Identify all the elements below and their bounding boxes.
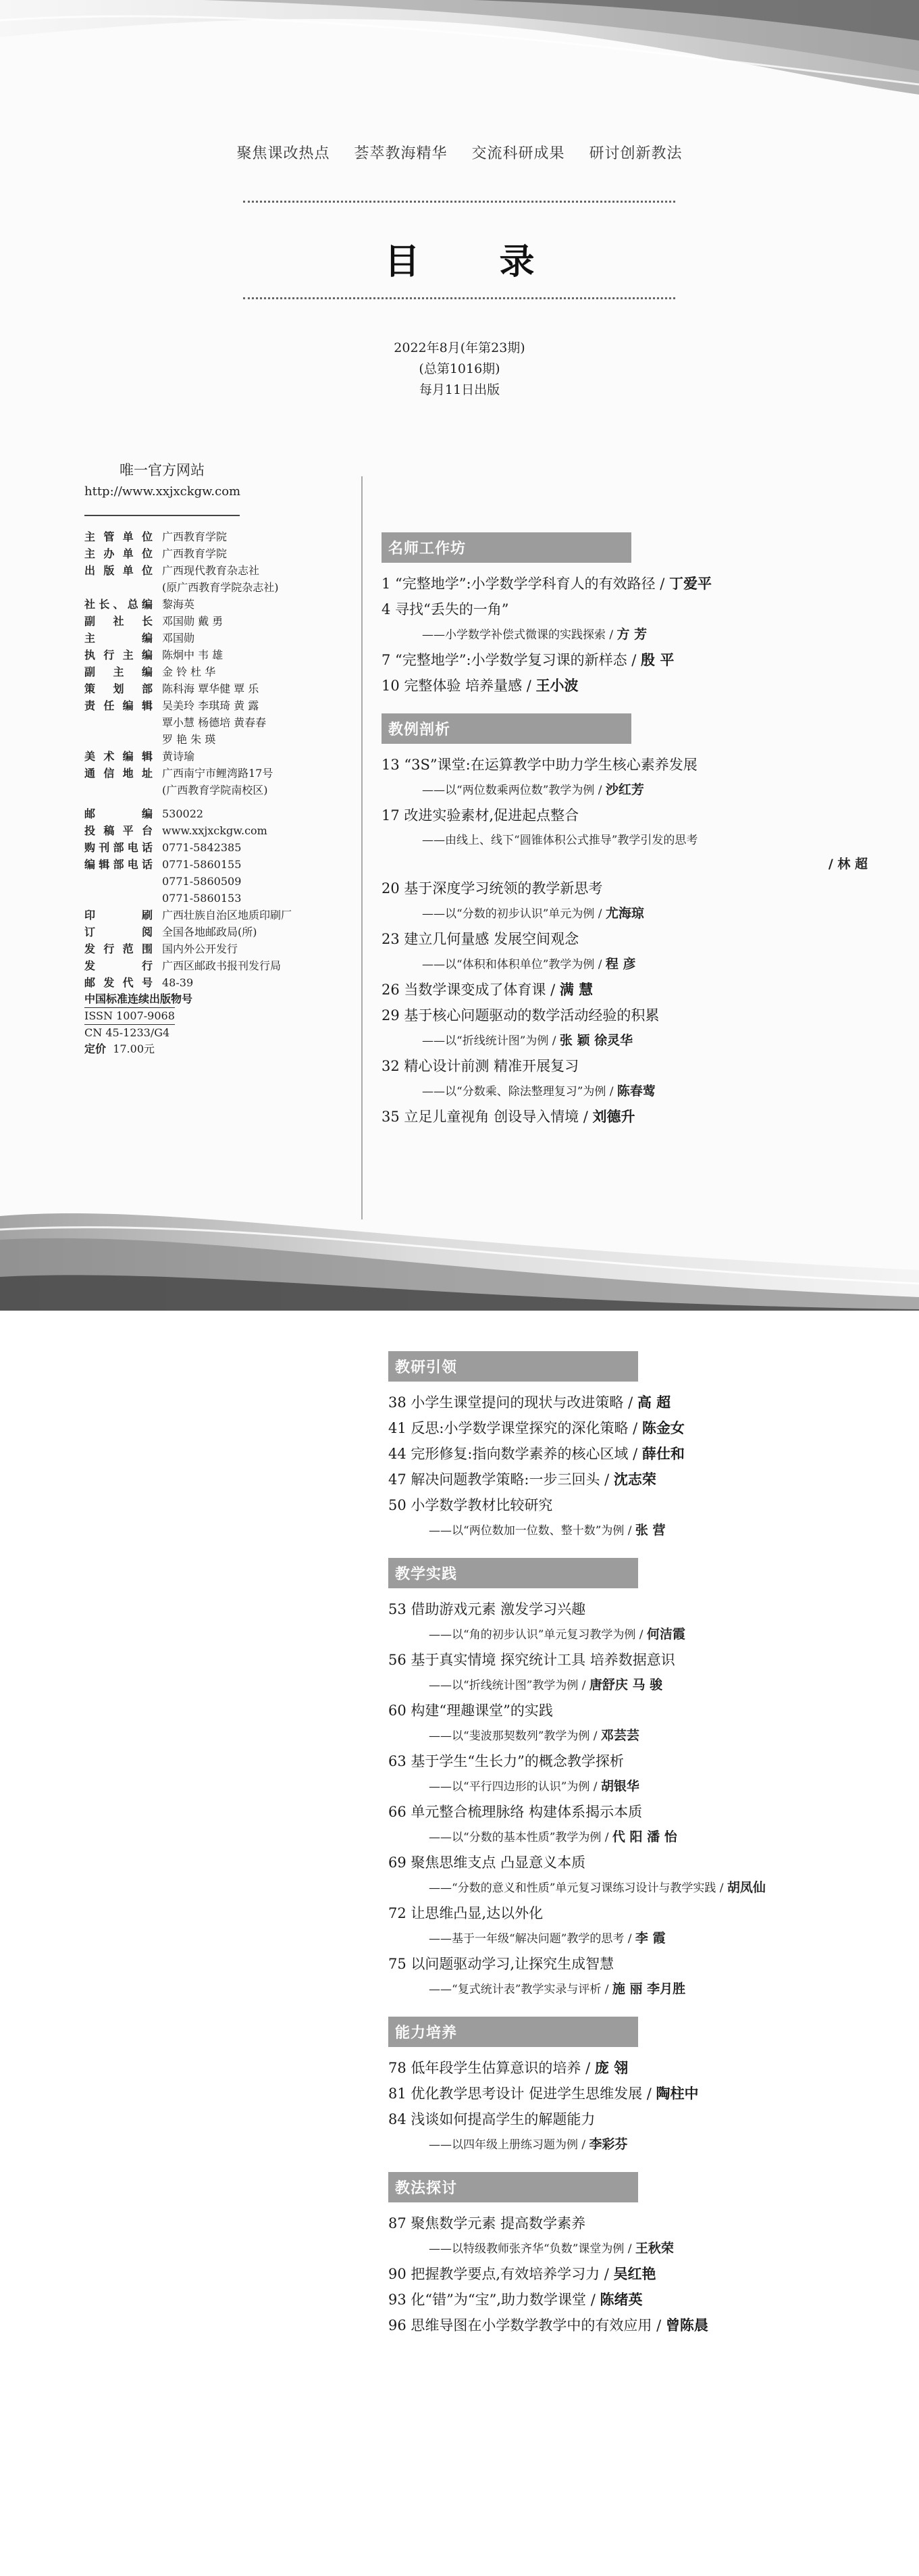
entry-title: 60 构建“理趣课堂”的实践 bbox=[388, 1702, 553, 1719]
issn-number: ISSN 1007-9068 bbox=[84, 1007, 175, 1025]
toc-entry[interactable] bbox=[382, 1053, 874, 1079]
entry-author: 尤海琼 bbox=[605, 906, 644, 921]
masthead-value: 0771-5842385 bbox=[162, 841, 242, 854]
masthead-row bbox=[84, 805, 355, 822]
masthead-label: 社长、总编 bbox=[84, 598, 153, 611]
masthead-label: 发行范围 bbox=[84, 942, 153, 955]
masthead-value: (广西教育学院南校区) bbox=[162, 784, 268, 797]
toc-entry[interactable] bbox=[388, 1748, 881, 1774]
column-divider bbox=[361, 476, 363, 1219]
masthead-value: 国内外公开发行 bbox=[162, 942, 238, 955]
entry-title: ——由线上、线下“圆锥体积公式推导”教学引发的思考 bbox=[422, 834, 698, 847]
toc-entry[interactable] bbox=[382, 876, 874, 901]
masthead-row bbox=[84, 528, 355, 545]
masthead-label: 邮发代号 bbox=[84, 976, 153, 989]
masthead-rule bbox=[84, 515, 240, 516]
toc-entry[interactable] bbox=[388, 1596, 881, 1622]
toc-subtitle[interactable] bbox=[388, 1622, 881, 1647]
masthead-label bbox=[84, 890, 162, 907]
entry-title: ——以“两位数乘两位数”教学为例 / bbox=[422, 784, 606, 797]
masthead-value: 吴美玲 李琪琦 黄 露 bbox=[162, 699, 259, 712]
section-heading: 教学实践 bbox=[388, 1558, 638, 1588]
entry-title: ——基于一年级“解决问题”教学的思考 / bbox=[429, 1932, 635, 1946]
masthead-value: 广西教育学院 bbox=[162, 547, 228, 560]
masthead-value: 广西壮族自治区地质印刷厂 bbox=[162, 909, 292, 921]
masthead-label bbox=[84, 731, 162, 748]
masthead-label: 责任编辑 bbox=[84, 699, 153, 712]
entry-title: 38 小学生课堂提问的现状与改进策略 / bbox=[388, 1394, 637, 1411]
issue-info bbox=[0, 338, 919, 401]
masthead-value: 金 铃 杜 华 bbox=[162, 665, 216, 678]
entry-author: 沈志荣 bbox=[613, 1471, 656, 1488]
entry-title: ——以“斐波那契数列”教学为例 / bbox=[429, 1729, 601, 1743]
masthead-row bbox=[84, 680, 355, 697]
entry-title: ——小学数学补偿式微课的实践探索 / bbox=[422, 628, 617, 642]
masthead-value: 陈炯中 韦 雄 bbox=[162, 649, 224, 661]
toc-subtitle[interactable] bbox=[382, 778, 874, 803]
toc-entry[interactable] bbox=[388, 1799, 881, 1825]
toc-subtitle[interactable] bbox=[388, 2132, 881, 2157]
masthead-row bbox=[84, 873, 355, 890]
masthead-value: 覃小慧 杨德培 黄春春 bbox=[162, 716, 267, 729]
entry-title: 96 思维导图在小学数学教学中的有效应用 / bbox=[388, 2317, 666, 2333]
masthead-value: 罗 艳 朱 瑛 bbox=[162, 733, 216, 746]
masthead-row bbox=[84, 856, 355, 873]
masthead-row bbox=[84, 890, 355, 907]
toc-entry[interactable] bbox=[388, 1850, 881, 1875]
toc-entry[interactable] bbox=[388, 1441, 881, 1467]
entry-title: ——以“角的初步认识”单元复习教学为例 / bbox=[429, 1628, 647, 1642]
masthead-row bbox=[84, 924, 355, 940]
entry-author: 王秋荣 bbox=[635, 2241, 674, 2256]
entry-title: ——以“两位数加一位数、整十数”为例 / bbox=[429, 1524, 635, 1538]
entry-title: 7 “完整地学”:小学数学复习课的新样态 / bbox=[382, 652, 641, 668]
toc-entry[interactable] bbox=[388, 2211, 881, 2236]
entry-title: ——以“平行四边形的认识”为例 / bbox=[429, 1780, 601, 1794]
entry-title: ——“分数的意义和性质”单元复习课练习设计与教学实践 / bbox=[429, 1882, 727, 1895]
toc-entry[interactable] bbox=[388, 2081, 881, 2106]
entry-title: 32 精心设计前测 精准开展复习 bbox=[382, 1058, 579, 1074]
toc-section bbox=[388, 2172, 881, 2338]
masthead-label bbox=[84, 579, 162, 596]
masthead-value: 邓国勋 bbox=[162, 632, 195, 645]
entry-author: 张 营 bbox=[635, 1523, 666, 1538]
entry-author: 吴红艳 bbox=[613, 2266, 656, 2282]
masthead-list bbox=[84, 528, 355, 799]
entry-author: 陈金女 bbox=[641, 1420, 685, 1436]
masthead-value: 邓国勋 戴 勇 bbox=[162, 615, 224, 628]
entry-author: 代 阳 潘 怡 bbox=[612, 1829, 677, 1844]
entry-title: 26 当数学课变成了体育课 / bbox=[382, 982, 560, 998]
masthead-label: 策划部 bbox=[84, 682, 153, 695]
entry-title: 87 聚焦数学元素 提高数学素养 bbox=[388, 2215, 586, 2231]
entry-title: ——“复式统计表”教学实录与评析 / bbox=[429, 1983, 612, 1996]
masthead-row bbox=[84, 562, 355, 579]
publish-info-list bbox=[84, 805, 355, 991]
entry-author: 方 芳 bbox=[616, 627, 648, 642]
masthead-value: 陈科海 覃华健 覃 乐 bbox=[162, 682, 259, 695]
toc-subtitle[interactable] bbox=[388, 1926, 881, 1951]
masthead-label: 执行主编 bbox=[84, 649, 153, 661]
entry-title: 35 立足儿童视角 创设导入情境 / bbox=[382, 1109, 593, 1125]
entry-title: 4 寻找“丢失的一角” bbox=[382, 601, 509, 617]
masthead-label: 投稿平台 bbox=[84, 824, 153, 837]
tagline-item: 研讨创新教法 bbox=[589, 145, 683, 162]
toc-subtitle[interactable] bbox=[388, 1825, 881, 1850]
toc-column-1 bbox=[382, 532, 874, 1140]
price-value: 17.00元 bbox=[113, 1042, 155, 1055]
bottom-wave-decoration bbox=[0, 1203, 919, 1311]
masthead-label: 发行 bbox=[84, 959, 153, 972]
masthead-value: 0771-5860509 bbox=[162, 875, 242, 888]
toc-entry[interactable] bbox=[388, 1492, 881, 1518]
toc-entry[interactable] bbox=[382, 673, 874, 699]
entry-author: 曾陈晨 bbox=[665, 2317, 708, 2333]
masthead-row bbox=[84, 748, 355, 765]
entry-title: 56 基于真实情境 探究统计工具 培养数据意识 bbox=[388, 1652, 675, 1668]
masthead-row bbox=[84, 630, 355, 647]
entry-title: ——以“折线统计图”为例 / bbox=[422, 1034, 560, 1048]
masthead-label: 购刊部电话 bbox=[84, 841, 153, 854]
masthead-value: www.xxjxckgw.com bbox=[162, 824, 267, 837]
entry-title: 81 优化教学思考设计 促进学生思维发展 / bbox=[388, 2086, 656, 2102]
toc-section bbox=[382, 532, 874, 699]
entry-author: 陈春莺 bbox=[616, 1084, 656, 1098]
masthead-value: 全国各地邮政局(所) bbox=[162, 926, 257, 938]
masthead-row bbox=[84, 613, 355, 630]
toc-subtitle[interactable] bbox=[388, 1723, 881, 1748]
masthead-row bbox=[84, 957, 355, 974]
entry-title: 20 基于深度学习统领的教学新思考 bbox=[382, 880, 603, 896]
entry-author: 丁爱平 bbox=[669, 576, 712, 592]
entry-author: 李彩芬 bbox=[589, 2137, 628, 2152]
entry-title: 93 化“错”为“宝”,助力数学课堂 / bbox=[388, 2292, 600, 2308]
entry-author: 何洁霞 bbox=[646, 1627, 685, 1642]
toc-entry[interactable] bbox=[388, 1467, 881, 1492]
masthead-value: 0771-5860155 bbox=[162, 858, 242, 871]
masthead-label: 副社长 bbox=[84, 615, 153, 628]
masthead-row bbox=[84, 647, 355, 663]
entry-title: ——以四年级上册练习题为例 / bbox=[429, 2138, 589, 2152]
dotted-divider bbox=[243, 297, 675, 299]
dotted-divider bbox=[243, 201, 675, 203]
toc-entry[interactable] bbox=[388, 1415, 881, 1441]
entry-title: 1 “完整地学”:小学数学学科育人的有效路径 / bbox=[382, 576, 670, 592]
entry-title: ——以“折线统计图”教学为例 / bbox=[429, 1679, 589, 1692]
entry-author: 殷 平 bbox=[641, 652, 675, 668]
entry-title: 10 完整体验 培养量感 / bbox=[382, 678, 536, 694]
toc-subtitle[interactable] bbox=[388, 1673, 881, 1698]
top-wave-decoration bbox=[0, 0, 919, 101]
masthead-row bbox=[84, 545, 355, 562]
masthead-value: 48-39 bbox=[162, 976, 194, 989]
masthead-label bbox=[84, 782, 162, 799]
toc-section bbox=[382, 713, 874, 1130]
masthead-row bbox=[84, 663, 355, 680]
masthead-row bbox=[84, 839, 355, 856]
toc-subtitle[interactable] bbox=[382, 828, 874, 853]
toc-entry[interactable] bbox=[388, 2287, 881, 2313]
toc-subtitle[interactable] bbox=[382, 952, 874, 977]
entry-author: 李 霞 bbox=[635, 1931, 666, 1946]
entry-title: 78 低年段学生估算意识的培养 / bbox=[388, 2060, 595, 2076]
section-heading: 能力培养 bbox=[388, 2017, 638, 2047]
toc-entry[interactable] bbox=[382, 752, 874, 778]
toc-subtitle[interactable] bbox=[382, 622, 874, 647]
toc-subtitle[interactable] bbox=[382, 1028, 874, 1053]
toc-subtitle[interactable] bbox=[388, 1875, 881, 1900]
toc-entry[interactable] bbox=[388, 1647, 881, 1673]
toc-subtitle[interactable] bbox=[388, 1518, 881, 1543]
toc-subtitle[interactable] bbox=[388, 2236, 881, 2261]
masthead-row bbox=[84, 940, 355, 957]
entry-author: 王小波 bbox=[535, 678, 579, 694]
toc-entry[interactable] bbox=[388, 2055, 881, 2081]
masthead-label: 美术编辑 bbox=[84, 750, 153, 763]
serial-heading: 中国标准连续出版物号 bbox=[84, 992, 193, 1005]
entry-author: 唐舒庆 马 骏 bbox=[589, 1677, 663, 1692]
entry-author: 张 颖 徐灵华 bbox=[559, 1033, 633, 1048]
toc-entry[interactable] bbox=[382, 803, 874, 828]
entry-title: ——以特级教师张齐华“负数”课堂为例 / bbox=[429, 2242, 635, 2256]
masthead-value: 黄诗瑜 bbox=[162, 750, 195, 763]
masthead-label: 编辑部电话 bbox=[84, 858, 153, 871]
entry-title: ——以“分数的初步认识”单元为例 / bbox=[422, 907, 606, 921]
entry-title: 41 反思:小学数学课堂探究的深化策略 / bbox=[388, 1420, 642, 1436]
section-heading: 教法探讨 bbox=[388, 2172, 638, 2202]
toc-entry[interactable] bbox=[382, 597, 874, 622]
entry-author: 高 超 bbox=[637, 1394, 671, 1411]
masthead-label: 邮编 bbox=[84, 807, 153, 820]
cn-number: CN 45-1233/G4 bbox=[84, 1026, 170, 1039]
masthead-row bbox=[84, 731, 355, 748]
toc-entry[interactable] bbox=[388, 1390, 881, 1415]
toc-entry[interactable] bbox=[382, 571, 874, 597]
toc-entry[interactable] bbox=[388, 1951, 881, 1977]
toc-section bbox=[388, 1351, 881, 1543]
masthead-value: 广西区邮政书报刊发行局 bbox=[162, 959, 282, 972]
entry-title: 23 建立几何量感 发展空间观念 bbox=[382, 931, 579, 947]
toc-column-2 bbox=[388, 1351, 881, 2349]
masthead-row bbox=[84, 907, 355, 924]
masthead-row bbox=[84, 714, 355, 731]
toc-section bbox=[388, 2017, 881, 2157]
toc-entry[interactable] bbox=[382, 1104, 874, 1130]
masthead-value: 0771-5860153 bbox=[162, 892, 242, 905]
page-title: 目 录 bbox=[384, 241, 569, 282]
masthead-column bbox=[84, 459, 355, 1057]
tagline-item: 荟萃教海精华 bbox=[354, 145, 448, 162]
toc-section bbox=[388, 1558, 881, 2002]
entry-author: 施 丽 李月胜 bbox=[612, 1981, 686, 1996]
entry-title: ——以“分数乘、除法整理复习”为例 / bbox=[422, 1085, 617, 1098]
masthead-label: 订阅 bbox=[84, 926, 153, 938]
masthead-row bbox=[84, 579, 355, 596]
official-site-label: 唯一官方网站 bbox=[120, 462, 205, 478]
masthead-label: 主管单位 bbox=[84, 530, 153, 543]
entry-title: 29 基于核心问题驱动的数学活动经验的积累 bbox=[382, 1007, 660, 1024]
toc-page-2 bbox=[0, 1311, 919, 2576]
toc-subtitle[interactable] bbox=[388, 1774, 881, 1799]
masthead-row bbox=[84, 697, 355, 714]
masthead-label: 出版单位 bbox=[84, 564, 153, 577]
issue-schedule: 每月11日出版 bbox=[419, 382, 500, 397]
toc-entry[interactable] bbox=[388, 2261, 881, 2287]
masthead-label bbox=[84, 873, 162, 890]
tagline-item: 聚焦课改热点 bbox=[236, 145, 330, 162]
masthead-label bbox=[84, 714, 162, 731]
entry-title: 44 完形修复:指向数学素养的核心区域 / bbox=[388, 1446, 642, 1462]
masthead-value: 广西教育学院 bbox=[162, 530, 228, 543]
entry-title: 69 聚焦思维支点 凸显意义本质 bbox=[388, 1854, 586, 1871]
entry-author: 程 彦 bbox=[605, 957, 636, 971]
official-site bbox=[84, 459, 240, 503]
entry-title: 90 把握教学要点,有效培养学习力 / bbox=[388, 2266, 614, 2282]
entry-title: 66 单元整合梳理脉络 构建体系揭示本质 bbox=[388, 1804, 643, 1820]
masthead-value: (原广西教育学院杂志社) bbox=[162, 581, 279, 594]
toc-subtitle[interactable] bbox=[382, 1079, 874, 1104]
entry-title: 75 以问题驱动学习,让探究生成智慧 bbox=[388, 1956, 614, 1972]
entry-title: 17 改进实验素材,促进起点整合 bbox=[382, 807, 579, 824]
toc-entry[interactable] bbox=[388, 1698, 881, 1723]
toc-entry[interactable] bbox=[382, 977, 874, 1003]
entry-title: 13 “3S”课堂:在运算教学中助力学生核心素养发展 bbox=[382, 757, 698, 773]
entry-title: 63 基于学生“生长力”的概念教学探析 bbox=[388, 1753, 624, 1769]
entry-author: 胡凤仙 bbox=[727, 1880, 766, 1895]
entry-title: ——以“分数的基本性质”教学为例 / bbox=[429, 1831, 612, 1844]
official-site-url[interactable]: http://www.xxjxckgw.com bbox=[84, 484, 241, 499]
serial-number-block bbox=[84, 991, 355, 1057]
entry-title: 84 浅谈如何提高学生的解题能力 bbox=[388, 2111, 596, 2127]
masthead-row bbox=[84, 822, 355, 839]
masthead-label: 印刷 bbox=[84, 909, 153, 921]
masthead-label: 主编 bbox=[84, 632, 153, 645]
toc-subtitle[interactable] bbox=[382, 901, 874, 926]
toc-entry[interactable] bbox=[388, 2313, 881, 2338]
masthead-row bbox=[84, 974, 355, 991]
entry-author: 邓芸芸 bbox=[600, 1728, 639, 1743]
toc-entry[interactable] bbox=[382, 853, 874, 876]
entry-author: 沙红芳 bbox=[605, 782, 644, 797]
entry-author: 林 超 bbox=[837, 857, 868, 872]
masthead-value: 530022 bbox=[162, 807, 204, 820]
price-label: 定价 bbox=[84, 1042, 107, 1055]
entry-title: 72 让思维凸显,达以外化 bbox=[388, 1905, 544, 1921]
toc-entry[interactable] bbox=[388, 2106, 881, 2132]
entry-title: 50 小学数学教材比较研究 bbox=[388, 1497, 553, 1513]
toc-entry[interactable] bbox=[382, 1003, 874, 1028]
masthead-row bbox=[84, 765, 355, 782]
masthead-value: 黎海英 bbox=[162, 598, 195, 611]
entry-title: 53 借助游戏元素 激发学习兴趣 bbox=[388, 1601, 586, 1617]
masthead-value: 广西现代教育杂志社 bbox=[162, 564, 260, 577]
section-heading: 教研引领 bbox=[388, 1351, 638, 1382]
entry-title: ——以“体积和体积单位”教学为例 / bbox=[422, 958, 606, 971]
entry-author: 庞 翎 bbox=[594, 2060, 629, 2076]
toc-entry[interactable] bbox=[388, 1900, 881, 1926]
issue-total: (总第1016期) bbox=[419, 361, 500, 376]
entry-author: 薛仕和 bbox=[641, 1446, 685, 1462]
toc-subtitle[interactable] bbox=[388, 1977, 881, 2002]
tagline bbox=[0, 142, 919, 163]
masthead-value: 广西南宁市鲤湾路17号 bbox=[162, 767, 273, 780]
entry-author: 胡银华 bbox=[600, 1779, 639, 1794]
masthead-row bbox=[84, 782, 355, 799]
toc-entry[interactable] bbox=[382, 926, 874, 952]
issue-date: 2022年8月(年第23期) bbox=[394, 340, 525, 355]
masthead-label: 主办单位 bbox=[84, 547, 153, 560]
section-heading: 教例剖析 bbox=[382, 713, 631, 744]
toc-entry[interactable] bbox=[382, 647, 874, 673]
masthead-row bbox=[84, 596, 355, 613]
entry-author: 陶柱中 bbox=[656, 2086, 699, 2102]
masthead-label: 副主编 bbox=[84, 665, 153, 678]
entry-title: 47 解决问题教学策略:一步三回头 / bbox=[388, 1471, 614, 1488]
tagline-item: 交流科研成果 bbox=[471, 145, 565, 162]
masthead-label: 通信地址 bbox=[84, 767, 153, 780]
section-heading: 名师工作坊 bbox=[382, 532, 631, 563]
entry-author: 刘德升 bbox=[592, 1109, 635, 1125]
entry-author: 陈绪英 bbox=[600, 2292, 643, 2308]
entry-title: / bbox=[828, 857, 838, 872]
entry-author: 满 慧 bbox=[559, 982, 594, 998]
